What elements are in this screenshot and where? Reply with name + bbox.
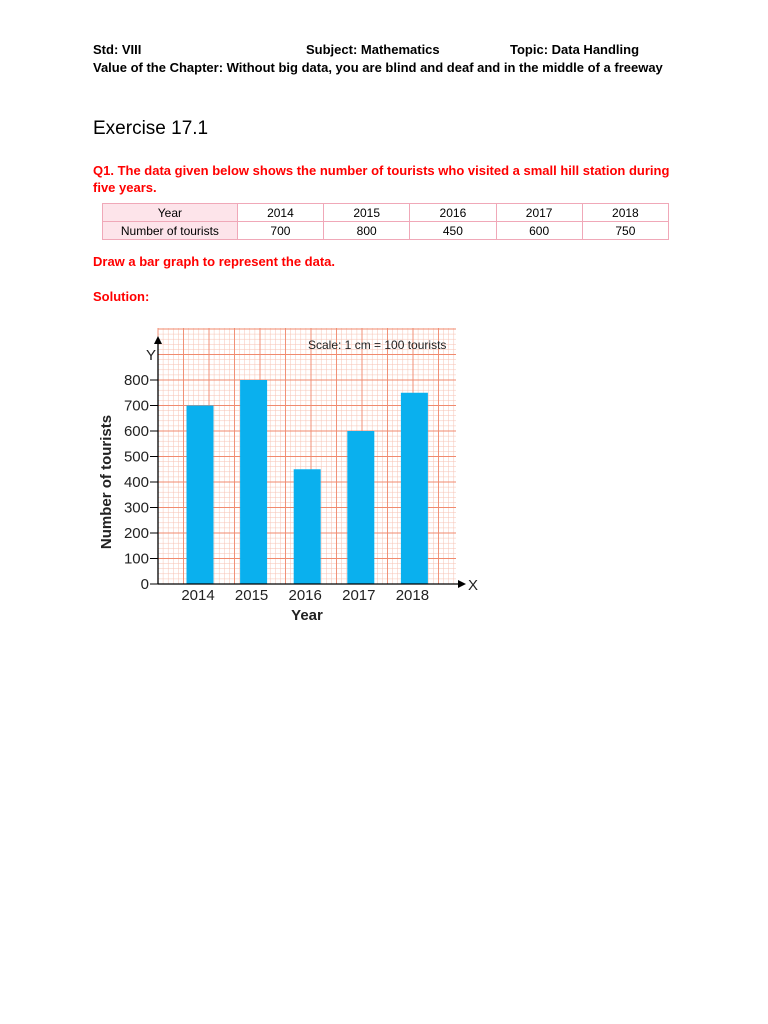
year-cell: 2016 xyxy=(410,204,496,222)
y-tick-label: 700 xyxy=(123,397,149,415)
y-tick-label: 600 xyxy=(123,423,149,440)
y-axis-title: Number of tourists xyxy=(98,414,115,550)
bar-2017 xyxy=(347,431,374,584)
year-cell: 2015 xyxy=(324,204,410,222)
table-row xyxy=(103,222,669,240)
y-tick-label: 800 xyxy=(123,372,149,389)
row-label-year: Year xyxy=(103,204,238,222)
solution-label: Solution: xyxy=(93,289,150,304)
x-tick-label: 2015 xyxy=(234,587,269,604)
instruction-text: Draw a bar graph to represent the data. xyxy=(93,254,336,269)
x-tick-label: 2014 xyxy=(181,587,215,604)
tourists-bar-chart xyxy=(90,318,490,628)
x-tick-label: 2018 xyxy=(395,587,430,604)
y-tick-label: 400 xyxy=(123,474,149,491)
tourists-cell: 600 xyxy=(496,222,582,240)
x-axis-arrow xyxy=(458,580,466,588)
std-label: Std: VIII xyxy=(93,42,142,57)
subject-label: Subject: Mathematics xyxy=(306,42,440,57)
table-row xyxy=(103,204,669,222)
topic-label: Topic: Data Handling xyxy=(510,42,640,57)
bar-2018 xyxy=(401,393,428,584)
question-text: Q1. The data given below shows the number of tourists who visited a small hill station during five years. xyxy=(93,163,670,195)
chapter-value: Value of the Chapter: Without big data, you are blind and deaf and in the middle of a freeway xyxy=(93,60,663,75)
page-header xyxy=(93,42,693,76)
y-tick-label: 200 xyxy=(123,525,149,542)
y-axis-letter: Y xyxy=(146,347,157,364)
y-tick-label: 0 xyxy=(140,576,149,593)
tourists-cell: 700 xyxy=(237,222,323,240)
bar-2016 xyxy=(294,469,321,584)
tourists-cell: 800 xyxy=(324,222,410,240)
x-axis-title: Year xyxy=(291,607,323,624)
year-cell: 2014 xyxy=(237,204,323,222)
row-label-tourists: Number of tourists xyxy=(103,222,238,240)
y-tick-label: 100 xyxy=(123,550,149,568)
year-cell: 2017 xyxy=(496,204,582,222)
exercise-title: Exercise 17.1 xyxy=(93,118,209,139)
tourist-data-table xyxy=(102,203,669,240)
x-tick-label: 2017 xyxy=(342,587,376,604)
y-tick-label: 500 xyxy=(123,448,149,466)
bar-2015 xyxy=(240,380,267,584)
x-axis-letter: X xyxy=(468,577,479,594)
x-tick-label: 2016 xyxy=(288,587,322,604)
y-tick-label: 300 xyxy=(123,499,149,517)
tourists-cell: 750 xyxy=(582,222,668,240)
y-axis-arrow xyxy=(154,336,162,344)
year-cell: 2018 xyxy=(582,204,668,222)
tourists-cell: 450 xyxy=(410,222,496,240)
scale-note: Scale: 1 cm = 100 tourists xyxy=(308,338,447,352)
bar-2014 xyxy=(187,406,214,585)
